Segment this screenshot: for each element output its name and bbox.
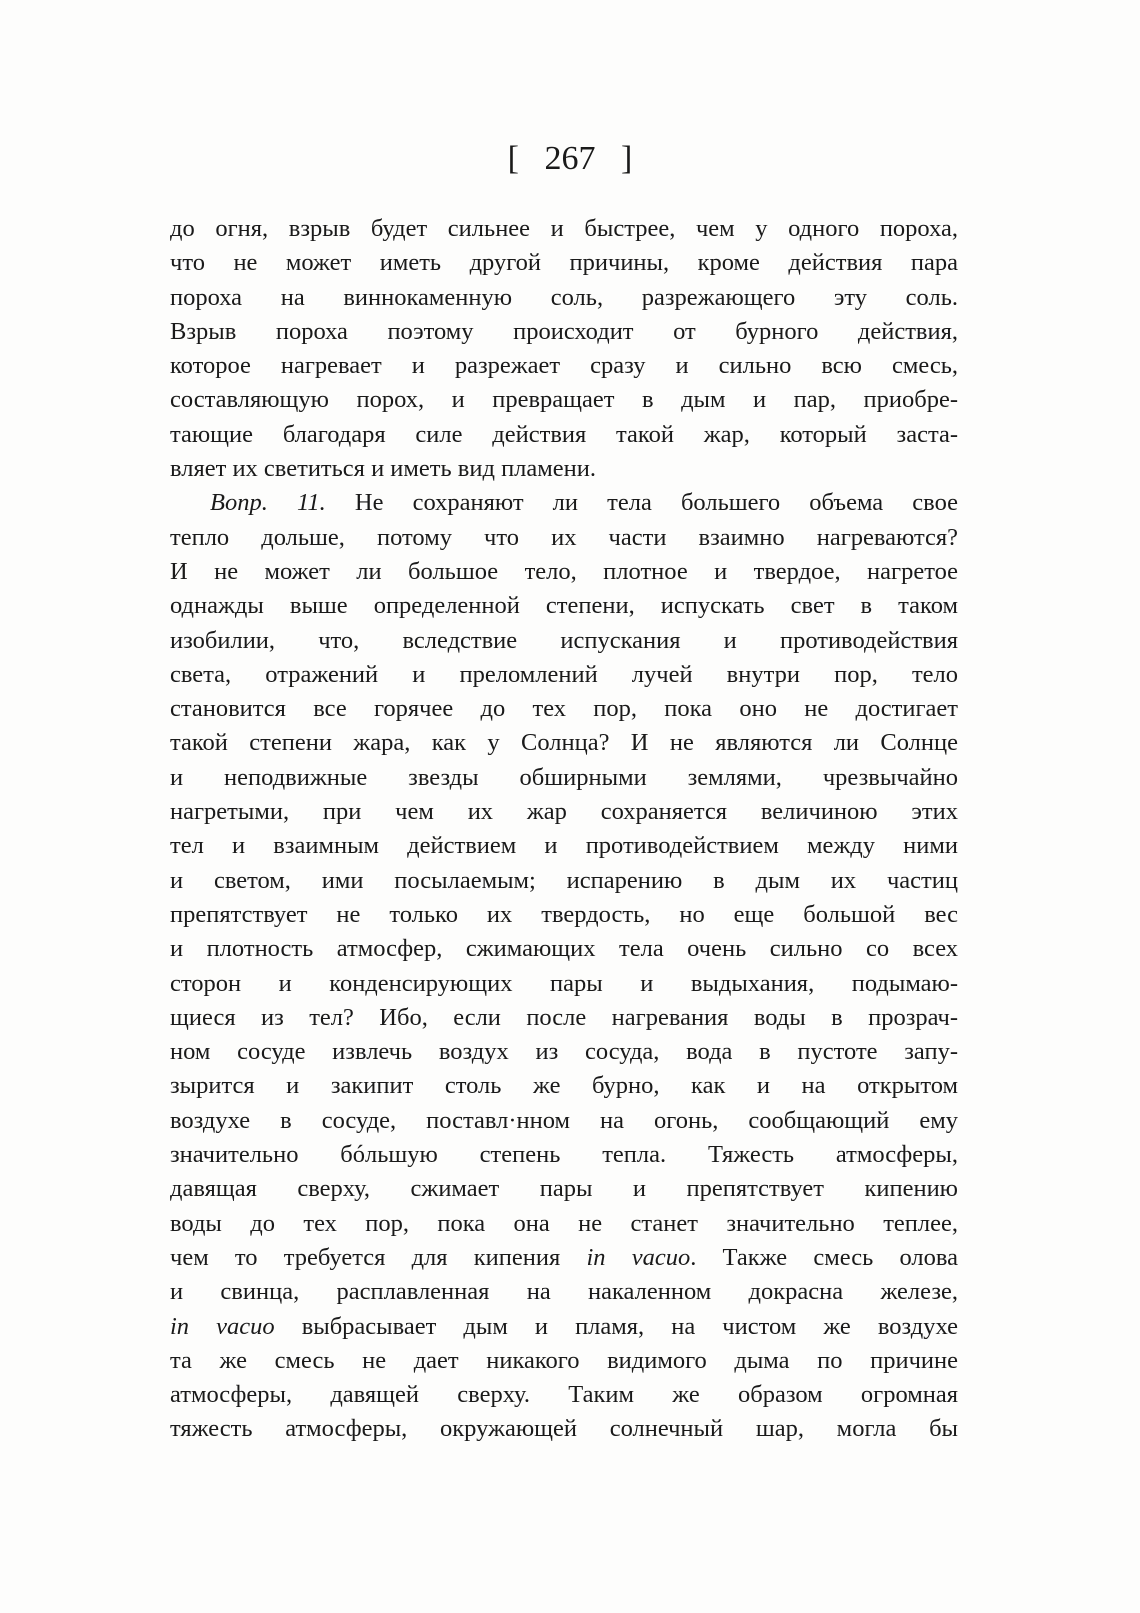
text-line: что не может иметь другой причины, кроме действия пара (170, 249, 958, 277)
text-line: значительно бóльшую степень тепла. Тяжесть атмосферы, (170, 1141, 958, 1169)
text-line: и светом, ими посылаемым; испарению в дым их частиц (170, 866, 958, 894)
text-line: давящая сверху, сжимает пары и препятствует кипению (170, 1175, 958, 1203)
text-line: чем то требуется для кипения in vacuo. Также смесь олова (170, 1243, 958, 1271)
text-line: щиеся из тел? Ибо, если после нагревания воды в прозрач- (170, 1003, 958, 1031)
text-line: становится все горячее до тех пор, пока оно не достигает (170, 695, 958, 723)
text-line: и неподвижные звезды обширными землями, чрезвычайно (170, 763, 958, 791)
text-line: тепло дольше, потому что их части взаимно нагреваются? (170, 523, 958, 551)
text-line: составляющую порох, и превращает в дым и пар, приобре- (170, 386, 958, 414)
question-heading-line: Вопр. 11. Не сохраняют ли тела большего объема свое (210, 489, 958, 517)
text-line: тел и взаимным действием и противодействием между ними (170, 832, 958, 860)
text-line: та же смесь не дает никакого видимого дыма по причине (170, 1346, 958, 1374)
text-line: атмосферы, давящей сверху. Таким же образом огромная (170, 1381, 958, 1409)
text-line: пороха на виннокаменную соль, разрежающего эту соль. (170, 283, 958, 311)
text-line: in vacuo выбрасывает дым и пламя, на чистом же воздухе (170, 1312, 958, 1340)
latin-term: in vacuo (586, 1243, 691, 1271)
text-line: тающие благодаря силе действия такой жар, который заста- (170, 420, 958, 448)
text-line: такой степени жара, как у Солнца? И не являются ли Солнце (170, 729, 958, 757)
text-line: воздухе в сосуде, поставл·нном на огонь, сообщающий ему (170, 1106, 958, 1134)
text-line: света, отражений и преломлений лучей внутри пор, тело (170, 660, 958, 688)
latin-term: in vacuo (170, 1312, 275, 1340)
text-line: и свинца, расплавленная на накаленном докрасна железе, (170, 1278, 958, 1306)
text-line: и плотность атмосфер, сжимающих тела очень сильно со всех (170, 935, 958, 963)
text-line: изобилии, что, вследствие испускания и противодействия (170, 626, 958, 654)
text-line: нагретыми, при чем их жар сохраняется величиною этих (170, 798, 958, 826)
text-line: однажды выше определенной степени, испускать свет в таком (170, 592, 958, 620)
text-line: препятствует не только их твердость, но еще большой вес (170, 900, 958, 928)
text-line: до огня, взрыв будет сильнее и быстрее, чем у одного пороха, (170, 215, 958, 242)
text-line: Взрыв пороха поэтому происходит от бурного действия, (170, 317, 958, 345)
text-line: сторон и конденсирующих пары и выдыхания, подымаю- (170, 969, 958, 997)
text-line: тяжесть атмосферы, окружающей солнечный шар, могла бы (170, 1415, 958, 1443)
text-line: зырится и закипит столь же бурно, как и на открытом (170, 1072, 958, 1100)
text-line: ном сосуде извлечь воздух из сосуда, вода в пустоте запу- (170, 1038, 958, 1066)
text-line: И не может ли большое тело, плотное и твердое, нагретое (170, 557, 958, 585)
page-number: [ 267 ] (507, 140, 633, 177)
question-label: Вопр. 11. (210, 489, 326, 517)
body-text (170, 212, 958, 1447)
paragraph-end-line: вляет их светиться и иметь вид пламени. (170, 455, 597, 483)
text-line: воды до тех пор, пока она не станет значительно теплее, (170, 1209, 958, 1237)
text-line: которое нагревает и разрежает сразу и сильно всю смесь, (170, 352, 958, 380)
